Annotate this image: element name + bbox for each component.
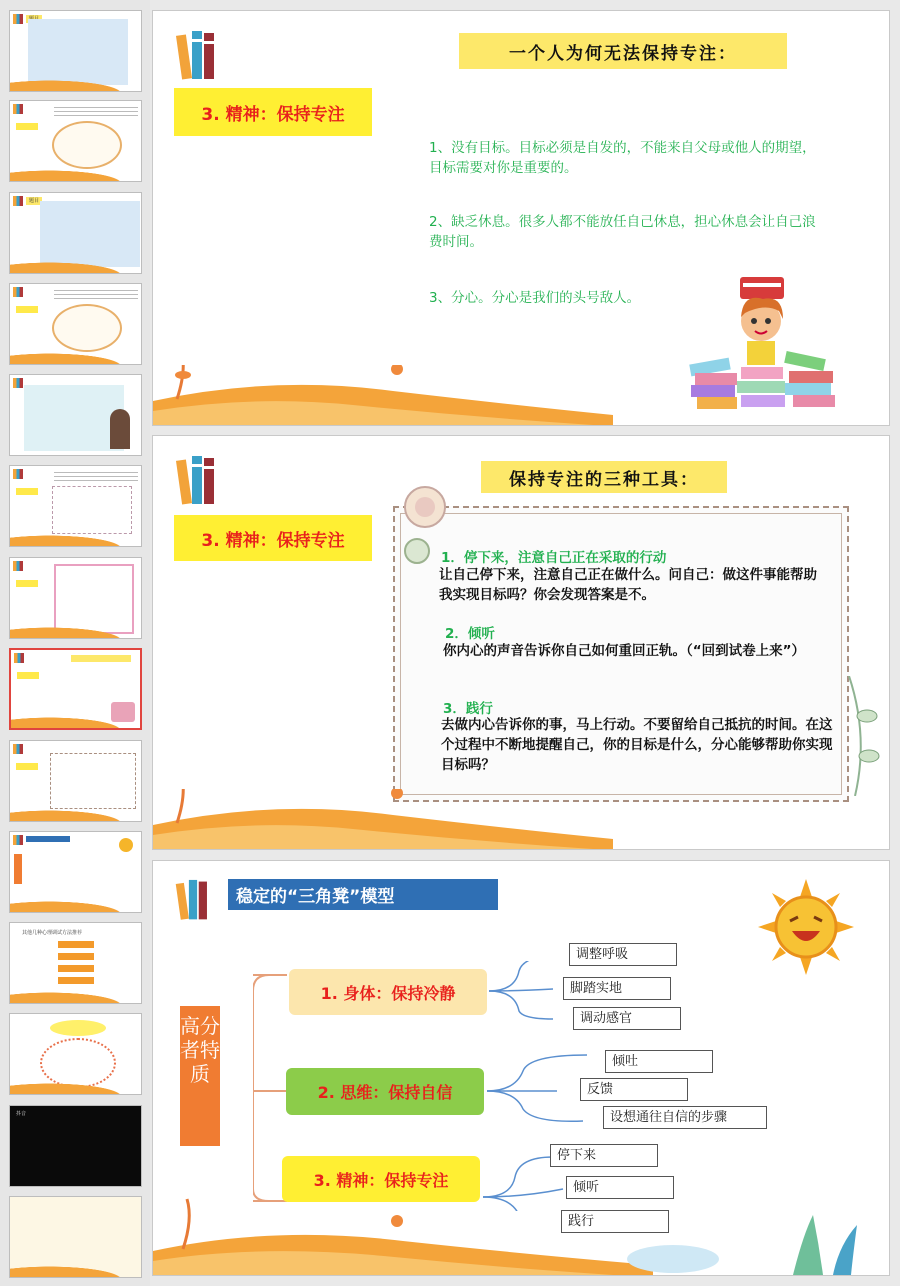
tool-1-heading: 1．停下来，注意自己正在采取的行动 xyxy=(441,550,667,566)
books-icon xyxy=(13,835,23,845)
slide-thumbnail-panel xyxy=(0,0,150,1286)
leaf-adjust-breathing: 调整呼吸 xyxy=(569,943,677,966)
thumbnail-14[interactable] xyxy=(9,1196,142,1278)
slide-heading: 一个人为何无法保持专注： xyxy=(459,33,787,69)
books-icon xyxy=(173,25,221,81)
ground-decoration xyxy=(153,1195,890,1275)
books-icon xyxy=(13,104,23,114)
reason-3: 3、分心。分心是我们的头号敌人。 xyxy=(429,290,641,306)
thumbnail-title: 题目 xyxy=(26,197,42,205)
section-tag: 3. 精神：保持专注 xyxy=(174,88,372,136)
thumbnail-13-video[interactable] xyxy=(9,1105,142,1187)
sun-laughing-icon xyxy=(758,879,854,975)
books-icon xyxy=(13,469,23,479)
tiktok-logo: 抖音 xyxy=(16,1111,27,1117)
thumbnail-9[interactable] xyxy=(9,740,142,822)
reason-1: 1、没有目标。目标必须是自发的，不能来自父母或他人的期望，目标需要对你是重要的。 xyxy=(429,140,816,176)
leaf-vine-decoration xyxy=(839,676,887,796)
reason-2: 2、缺乏休息。很多人都不能放任自己休息，担心休息会让自己浪费时间。 xyxy=(429,214,816,250)
slide-why-cannot-focus[interactable] xyxy=(152,10,890,426)
thumbnail-3[interactable] xyxy=(9,192,142,274)
thumbnail-7[interactable] xyxy=(9,557,142,639)
category-mind: 2. 思维：保持自信 xyxy=(286,1068,484,1115)
books-icon xyxy=(173,875,213,921)
thumbnail-8-active[interactable] xyxy=(9,648,142,730)
leaf-stop: 停下来 xyxy=(550,1144,658,1167)
books-icon xyxy=(13,14,23,24)
leaf-feedback: 反馈 xyxy=(580,1078,688,1101)
books-icon xyxy=(13,378,23,388)
ground-decoration xyxy=(153,789,613,849)
slide-heading: 保持专注的三种工具： xyxy=(481,461,727,493)
category-body: 1. 身体：保持冷静 xyxy=(289,969,487,1015)
leaf-engage-senses: 调动感官 xyxy=(573,1007,681,1030)
girl-with-books-illustration xyxy=(685,273,845,413)
books-icon xyxy=(173,450,221,506)
leaf-practice: 践行 xyxy=(561,1210,669,1233)
tool-3-body: 去做内心告诉你的事，马上行动。不要留给自己抵抗的时间。在这个过程中不断地提醒自己，你的目标是什么，分心能够帮助你实现目标吗？ xyxy=(441,717,833,773)
books-icon xyxy=(14,653,24,663)
slide-three-focus-tools[interactable] xyxy=(152,435,890,850)
slide-tripod-stool-model[interactable] xyxy=(152,860,890,1276)
leaf-feet-on-ground: 脚踏实地 xyxy=(563,977,671,1000)
books-icon xyxy=(13,561,23,571)
books-icon xyxy=(13,744,23,754)
category-spirit: 3. 精神：保持专注 xyxy=(282,1156,480,1202)
leaf-listen: 倾听 xyxy=(566,1176,674,1199)
books-icon xyxy=(13,196,23,206)
thumbnail-4[interactable] xyxy=(9,283,142,365)
books-icon xyxy=(13,287,23,297)
tool-2-body: 你内心的声音告诉你自己如何重回正轨。（“回到试卷上来”） xyxy=(443,643,805,659)
thumbnail-12[interactable] xyxy=(9,1013,142,1095)
thumbnail-1[interactable] xyxy=(9,10,142,92)
leaf-confide: 倾吐 xyxy=(605,1050,713,1073)
tool-3-heading: 3．践行 xyxy=(443,701,493,717)
thumbnail-5[interactable] xyxy=(9,374,142,456)
thumbnail-10[interactable] xyxy=(9,831,142,913)
thumbnail-11[interactable] xyxy=(9,922,142,1004)
thumbnail-6[interactable] xyxy=(9,465,142,547)
section-tag: 3. 精神：保持专注 xyxy=(174,515,372,561)
leaf-steps-to-confidence: 设想通往自信的步骤 xyxy=(603,1106,767,1129)
thumbnail-title: 其他几种心理调试方法推荐 xyxy=(22,930,83,936)
thumbnail-2[interactable] xyxy=(9,100,142,182)
ground-decoration xyxy=(153,365,613,425)
vertical-label: 高分者特质 xyxy=(180,1006,220,1146)
model-title: 稳定的“三角凳”模型 xyxy=(228,879,498,910)
tool-1-body: 让自己停下来，注意自己正在做什么。问自己：做这件事能帮助我实现目标吗？你会发现答案是不。 xyxy=(439,567,817,603)
tool-2-heading: 2．倾听 xyxy=(445,626,495,642)
